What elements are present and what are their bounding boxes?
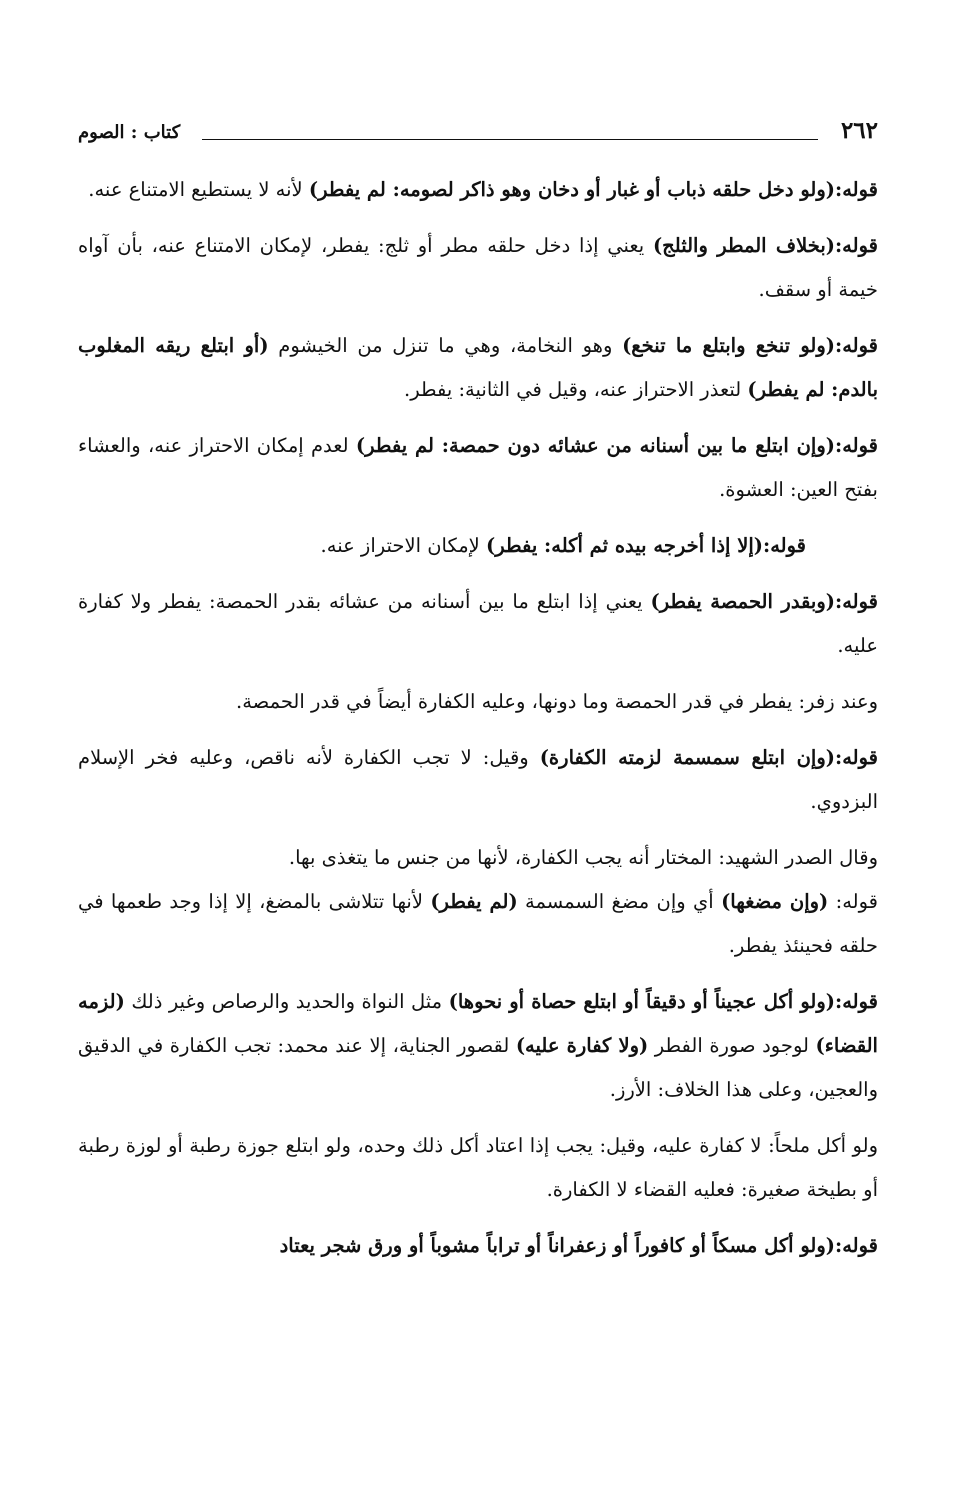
paragraph-quote: (ولو أكل عجيناً أو دقيقاً أو ابتلع حصاة أو نحوها): [448, 990, 835, 1013]
paragraph-label: قوله:: [835, 434, 878, 457]
paragraph-text: ولو أكل ملحاً: لا كفارة عليه، وقيل: يجب إذا اعتاد أكل ذلك وحده، ولو ابتلع جوزة رطبة أو لوزة رطبة أو بطيخة صغيرة: فعليه القضاء لا الكفارة.: [78, 1134, 878, 1201]
paragraph-text: لقصور الجناية، إلا عند محمد: تجب الكفارة في الدقيق والعجين، وعلى هذا الخلاف: الأرز.: [78, 1034, 878, 1101]
paragraph-text: وعند زفر: يفطر في قدر الحمصة وما دونها، وعليه الكفارة أيضاً في قدر الحمصة.: [236, 690, 878, 713]
paragraph-quote: (وإن ابتلع ما بين أسنانه من عشائه دون حمصة: لم يفطر): [355, 434, 835, 457]
paragraph-label: قوله:: [835, 746, 878, 769]
paragraph-label: قوله:: [834, 234, 878, 257]
paragraph: [78, 168, 878, 212]
paragraph-text: لعدم إمكان الاحتراز عنه، والعشاء بفتح العين: العشوة.: [78, 434, 878, 501]
paragraph: [78, 980, 878, 1112]
paragraph: [78, 836, 878, 880]
paragraph: [78, 736, 878, 824]
paragraph-label: قوله:: [835, 1234, 878, 1257]
paragraph-text: لأنها تتلاشى بالمضغ، إلا إذا وجد طعمها في حلقه فحينئذ يفطر.: [78, 890, 878, 957]
paragraph-label: قوله:: [835, 178, 878, 201]
paragraph-text: وهو النخامة، وهي ما تنزل من الخيشوم: [268, 334, 623, 357]
paragraph-quote: (بخلاف المطر والثلج): [652, 234, 835, 257]
paragraph: [78, 680, 878, 724]
paragraph-quote: (أو ابتلع ريقه المغلوب بالدم: لم يفطر): [78, 334, 878, 401]
paragraph-text: لإمكان الاحتراز عنه.: [320, 534, 486, 557]
paragraph-quote: (لم يفطر): [430, 890, 518, 913]
paragraph-quote: (وإن ابتلع سمسمة لزمته الكفارة): [539, 746, 835, 769]
paragraph: [78, 880, 878, 968]
paragraph-text: أي وإن مضغ السمسمة: [517, 890, 722, 913]
paragraph: [78, 580, 878, 668]
paragraph-quote: (وإن مضغها): [721, 890, 829, 913]
header-rule: [202, 139, 818, 140]
paragraph-text: مثل النواة والحديد والرصاص وغير ذلك: [124, 990, 449, 1013]
paragraph-quote: (ولو أكل مسكاً أو كافوراً أو زعفراناً أو تراباً مشوباً أو ورق شجر يعتاد: [279, 1234, 835, 1257]
paragraph: [78, 524, 878, 568]
page-number: ٢٦٢: [840, 117, 878, 144]
paragraph: [78, 424, 878, 512]
paragraph: [78, 1124, 878, 1212]
paragraph-text: يعني إذا دخل حلقه مطر أو ثلج: يفطر، لإمكان الامتناع عنه، بأن آواه خيمة أو سقف.: [78, 234, 878, 301]
paragraph-quote: (ولا كفارة عليه): [515, 1034, 649, 1057]
page-header: [78, 108, 878, 144]
paragraph-text: لأنه لا يستطيع الامتناع عنه.: [88, 178, 309, 201]
paragraph-text: لتعذر الاحتراز عنه، وقيل في الثانية: يفطر.: [404, 378, 748, 401]
paragraph: [78, 224, 878, 312]
book-title: كتاب : الصوم: [78, 122, 181, 143]
paragraph-quote: (ولو دخل حلقه ذباب أو غبار أو دخان وهو ذاكر لصومه: لم يفطر): [308, 178, 835, 201]
page-body: [78, 168, 878, 1280]
paragraph-label: قوله:: [828, 890, 878, 913]
paragraph-quote: (وبقدر الحمصة يفطر): [650, 590, 835, 613]
paragraph-quote: (ولو تنخع وابتلع ما تنخع): [622, 334, 835, 357]
paragraph-quote: (إلا إذا أخرجه بيده ثم أكله: يفطر): [485, 534, 763, 557]
paragraph-label: قوله:: [835, 990, 878, 1013]
paragraph-quote: (لزمه القضاء): [78, 990, 878, 1057]
paragraph-text: لوجود صورة الفطر: [648, 1034, 816, 1057]
paragraph-label: قوله:: [835, 334, 878, 357]
paragraph-label: قوله:: [835, 590, 878, 613]
paragraph-label: قوله:: [763, 534, 806, 557]
paragraph-text: يعني إذا ابتلع ما بين أسنانه من عشائه بقدر الحمصة: يفطر ولا كفارة عليه.: [78, 590, 878, 657]
paragraph-text: وقيل: لا تجب الكفارة لأنه ناقص، وعليه فخر الإسلام البزدوي.: [78, 746, 878, 813]
paragraph: [78, 324, 878, 412]
paragraph-text: وقال الصدر الشهيد: المختار أنه يجب الكفارة، لأنها من جنس ما يتغذى بها.: [288, 846, 878, 869]
paragraph: [78, 1224, 878, 1268]
